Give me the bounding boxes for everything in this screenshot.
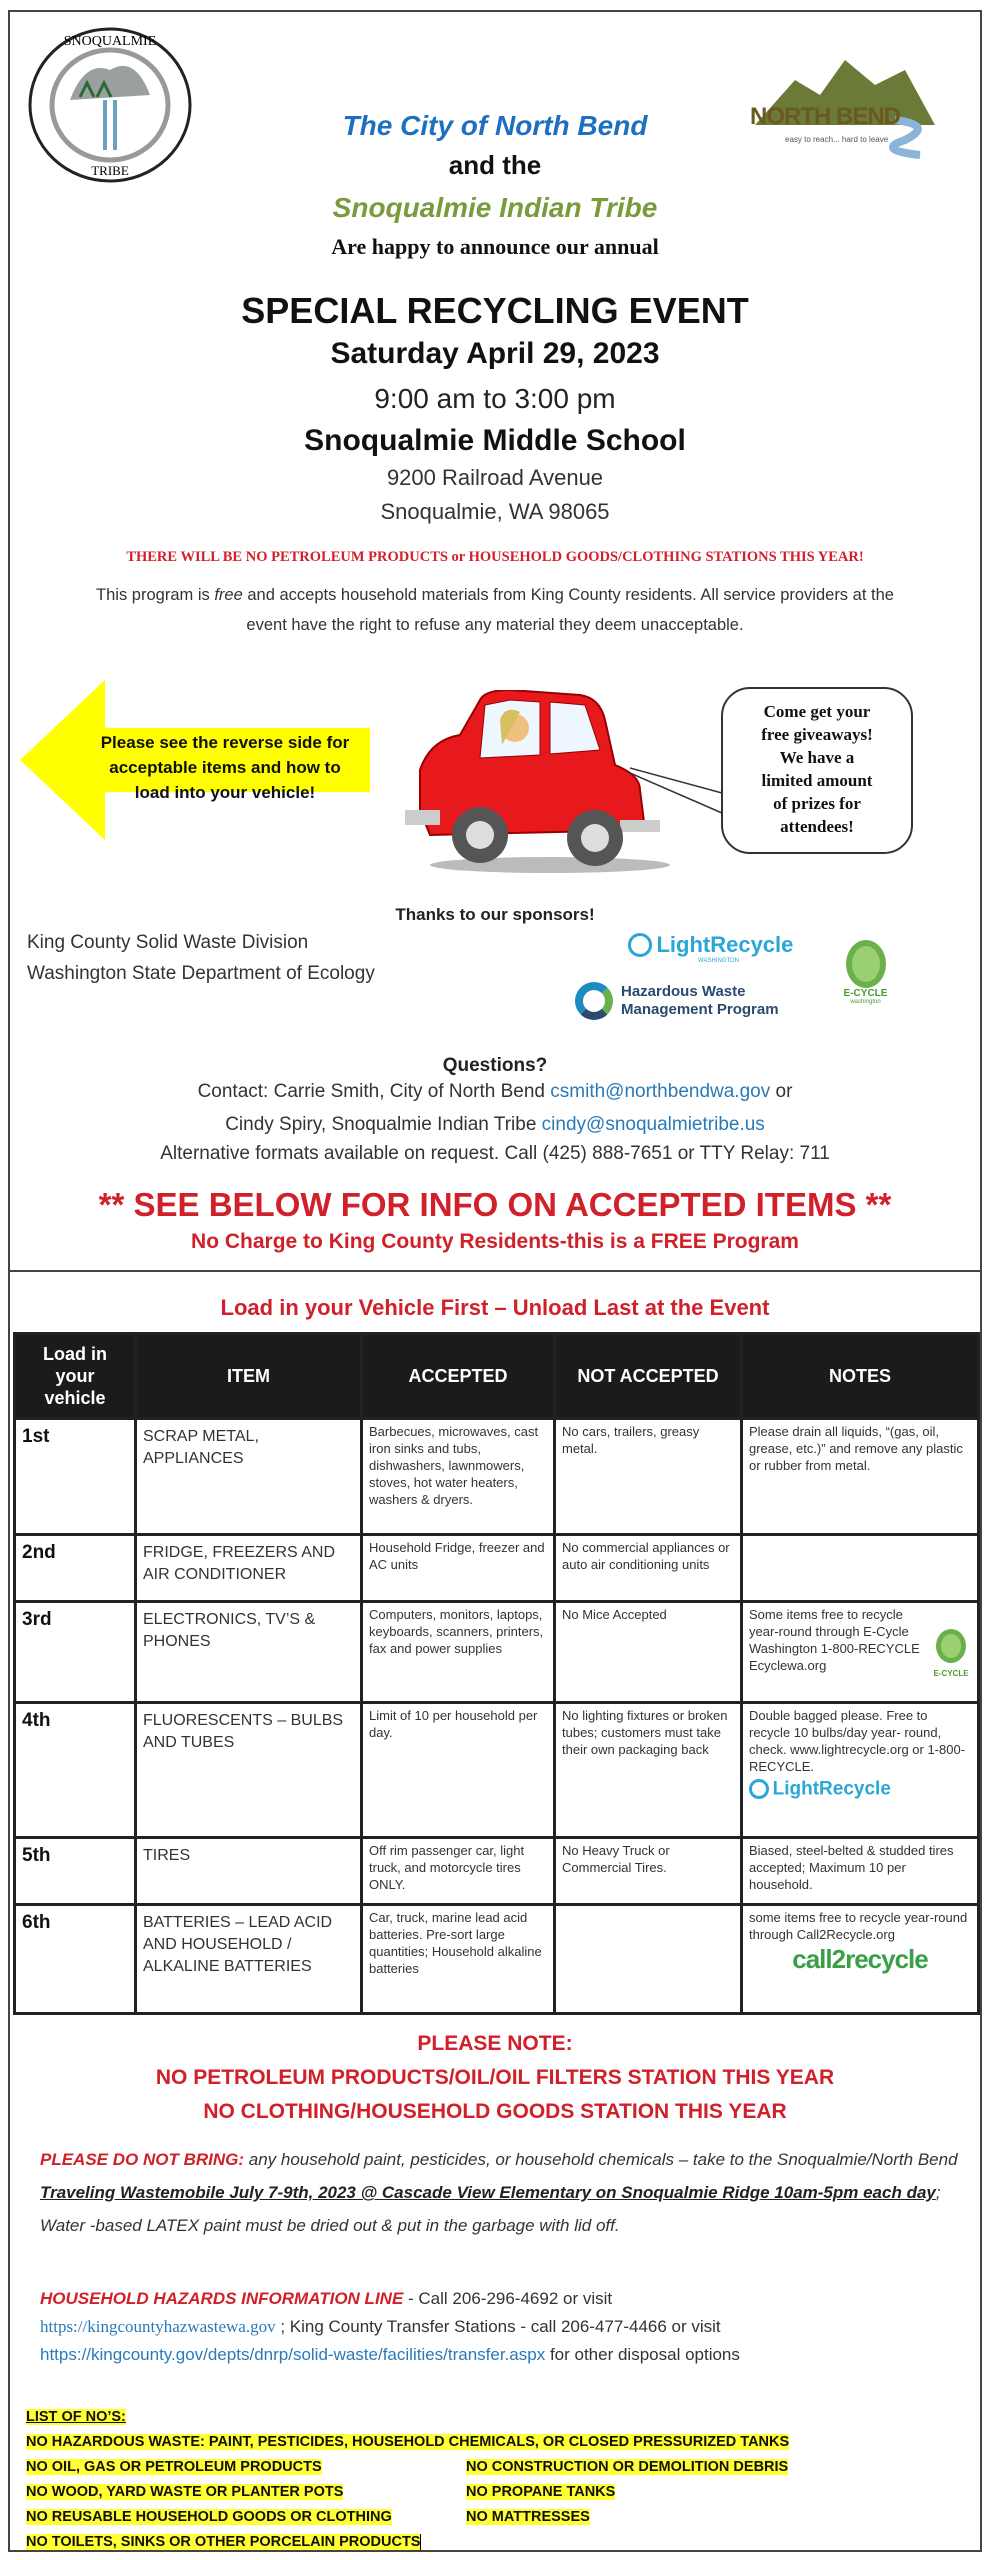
bubble-text-line: free giveaways! (761, 725, 873, 744)
table-row (15, 1419, 979, 1535)
contact-text: Cindy Spiry, Snoqualmie Indian Tribe (225, 1114, 542, 1135)
do-not-bring-text: any household paint, pesticides, or household chemicals – take to the Snoqualmie/North Bend (244, 2150, 958, 2169)
event-venue: Snoqualmie Middle School (304, 424, 686, 457)
cell-load: 3rd (15, 1602, 136, 1703)
column-header-item: ITEM (136, 1334, 362, 1419)
list-of-nos-item: NO HAZARDOUS WASTE: PAINT, PESTICIDES, HOUSEHOLD CHEMICALS, OR CLOSED PRESSURIZED TANKS (26, 2434, 790, 2450)
program-text-line2: event have the right to refuse any material they deem unacceptable. (246, 616, 744, 634)
table-row (15, 1838, 979, 1905)
list-of-nos (26, 2405, 966, 2555)
list-of-nos-item: NO PROPANE TANKS (466, 2484, 616, 2500)
arrow-text-line: load into your vehicle! (134, 783, 316, 802)
do-not-bring-paragraph (40, 2143, 960, 2242)
cell-notes: Please drain all liquids, “(gas, oil, grease, etc.)” and remove any plastic or rubber from metal. (742, 1419, 979, 1535)
notes-text: some items free to recycle year-round through Call2Recycle.org (749, 1910, 968, 1942)
program-description (0, 580, 990, 640)
lightrecycle-logo-sub: WASHINGTON (698, 958, 740, 964)
contact-text: or (770, 1081, 793, 1102)
hazardous-waste-program-logo (575, 980, 815, 1024)
do-not-bring-text-cont: ; Water -based LATEX paint must be dried out & put in the garbage with lid off. (40, 2183, 941, 2235)
cell-not-accepted: No Heavy Truck or Commercial Tires. (555, 1838, 742, 1905)
tribe-logo-top-text: SNOQUALMIE (63, 34, 157, 49)
lightrecycle-logo-small (749, 1779, 971, 1799)
cell-accepted: Barbecues, microwaves, cast iron sinks and tubs, dishwashers, lawnmowers, stoves, hot water heaters, washers & dryers. (362, 1419, 555, 1535)
bubble-text-line: We have a (779, 748, 855, 767)
cell-item: ELECTRONICS, TV’S & PHONES (136, 1602, 362, 1703)
list-of-nos-item: NO OIL, GAS OR PETROLEUM PRODUCTS (26, 2459, 322, 2475)
cell-notes: Biased, steel-belted & studded tires accepted; Maximum 10 per household. (742, 1838, 979, 1905)
north-bend-logo-name: NORTH BEND (750, 103, 900, 130)
event-time: 9:00 am to 3:00 pm (374, 383, 616, 414)
event-address-line1: 9200 Railroad Avenue (386, 465, 604, 490)
cell-accepted: Limit of 10 per household per day. (362, 1703, 555, 1838)
hazards-label: HOUSEHOLD HAZARDS INFORMATION LINE (40, 2289, 404, 2308)
cell-notes (742, 1602, 979, 1703)
cell-not-accepted: No Mice Accepted (555, 1602, 742, 1703)
lightbulb-icon (628, 933, 652, 957)
no-stations-notice: THERE WILL BE NO PETROLEUM PRODUCTS or HOUSEHOLD GOODS/CLOTHING STATIONS THIS YEAR! (126, 549, 864, 565)
cell-notes (742, 1703, 979, 1838)
cell-load: 6th (15, 1905, 136, 2014)
call2recycle-logo: call2recycle (792, 1944, 928, 1974)
cell-accepted: Off rim passenger car, light truck, and motorcycle tires ONLY. (362, 1838, 555, 1905)
hazards-text: ; King County Transfer Stations - call 206-477-4466 or visit (275, 2317, 721, 2336)
giveaway-bubble-text (722, 700, 912, 838)
header-line-city: The City of North Bend (342, 110, 648, 141)
bubble-text-line: Come get your (763, 702, 871, 721)
hazwaste-link[interactable]: https://kingcountyhazwastewa.gov (40, 2317, 276, 2336)
cell-notes (742, 1535, 979, 1602)
program-text-cont: and accepts household materials from King County residents. All service providers at the (242, 586, 894, 604)
cell-not-accepted (555, 1905, 742, 2014)
accepted-items-table (13, 1332, 980, 2015)
cell-accepted: Car, truck, marine lead acid batteries. Pre-sort large quantities; Household alkaline batteries (362, 1905, 555, 2014)
hwmp-logo-text: Management Program (621, 1001, 779, 1018)
hazards-text: - Call 206-296-4692 or visit (403, 2289, 613, 2308)
hwmp-logo-text: Hazardous Waste (621, 983, 746, 1000)
ecycle-logo (838, 940, 893, 1005)
north-bend-logo-tagline: easy to reach... hard to leave (785, 135, 889, 144)
event-address-line2: Snoqualmie, WA 98065 (380, 499, 610, 524)
list-of-nos-item: NO TOILETS, SINKS OR OTHER PORCELAIN PRODUCTS (26, 2534, 421, 2550)
header-line-tribe: Snoqualmie Indian Tribe (332, 192, 658, 223)
program-free: free (214, 586, 243, 604)
event-date: Saturday April 29, 2023 (330, 337, 660, 370)
cell-accepted: Household Fridge, freezer and AC units (362, 1535, 555, 1602)
cell-not-accepted: No commercial appliances or auto air conditioning units (555, 1535, 742, 1602)
please-note-line-2: NO CLOTHING/HOUSEHOLD GOODS STATION THIS YEAR (203, 2100, 787, 2123)
column-header-load: Load in your vehicle (15, 1334, 136, 1419)
bubble-text-line: attendees! (780, 817, 854, 836)
cell-not-accepted: No cars, trailers, greasy metal. (555, 1419, 742, 1535)
cell-load: 5th (15, 1838, 136, 1905)
do-not-bring-label: PLEASE DO NOT BRING: (40, 2150, 245, 2169)
see-below-banner: ** SEE BELOW FOR INFO ON ACCEPTED ITEMS ** (98, 1186, 892, 1223)
program-text: This program is (96, 586, 215, 604)
no-charge-banner: No Charge to King County Residents-this is a FREE Program (191, 1230, 799, 1253)
email-link-cindy[interactable]: cindy@snoqualmietribe.us (541, 1114, 765, 1135)
sponsor-name: King County Solid Waste Division (27, 932, 309, 953)
table-title: Load in your Vehicle First – Unload Last at the Event (220, 1295, 770, 1320)
arrow-callout-text (95, 730, 355, 805)
cell-not-accepted: No lighting fixtures or broken tubes; customers must take their own packaging back (555, 1703, 742, 1838)
cell-load: 4th (15, 1703, 136, 1838)
lightrecycle-logo-text: LightRecycle (772, 1778, 891, 1800)
please-note-line-1: NO PETROLEUM PRODUCTS/OIL/OIL FILTERS STATION THIS YEAR (155, 2066, 835, 2089)
alternative-formats: Alternative formats available on request. Call (425) 888-7651 or TTY Relay: 711 (160, 1143, 830, 1164)
sponsors-heading: Thanks to our sponsors! (395, 905, 595, 924)
event-title: SPECIAL RECYCLING EVENT (241, 290, 749, 331)
notes-text: Some items free to recycle year-round through E-Cycle Washington 1-800-RECYCLE Ecyclewa.org (749, 1607, 920, 1673)
cell-item: SCRAP METAL, APPLIANCES (136, 1419, 362, 1535)
table-header-row (15, 1334, 979, 1419)
ecycle-logo-text: E-CYCLE (843, 988, 888, 999)
table-row (15, 1535, 979, 1602)
ecycle-logo-sub: washington (850, 999, 881, 1005)
list-of-nos-heading: LIST OF NO’S: (26, 2409, 126, 2425)
column-header-accepted: ACCEPTED (362, 1334, 555, 1419)
questions-heading: Questions? (442, 1055, 548, 1076)
column-header-notes: NOTES (742, 1334, 979, 1419)
cell-item: FRIDGE, FREEZERS AND AIR CONDITIONER (136, 1535, 362, 1602)
list-of-nos-item: NO CONSTRUCTION OR DEMOLITION DEBRIS (466, 2459, 789, 2475)
recycle-circle-icon (936, 1629, 966, 1663)
cell-notes (742, 1905, 979, 2014)
table-row (15, 1602, 979, 1703)
cell-load: 2nd (15, 1535, 136, 1602)
hwmp-ring-icon (575, 982, 613, 1020)
lightrecycle-logo-text: LightRecycle (656, 932, 794, 957)
bubble-text-line: limited amount (761, 771, 873, 790)
list-of-nos-item: NO REUSABLE HOUSEHOLD GOODS OR CLOTHING (26, 2509, 392, 2525)
cell-item: BATTERIES – LEAD ACID AND HOUSEHOLD / ALKALINE BATTERIES (136, 1905, 362, 2014)
arrow-text-line: acceptable items and how to (109, 758, 341, 777)
list-of-nos-item: NO MATTRESSES (466, 2509, 590, 2525)
ecycle-logo-small (933, 1629, 969, 1685)
tribe-logo-bottom-text: TRIBE (91, 163, 129, 178)
email-link-csmith[interactable]: csmith@northbendwa.gov (550, 1081, 771, 1102)
cell-item: TIRES (136, 1838, 362, 1905)
recycle-circle-icon (846, 940, 886, 988)
header-line-announce: Are happy to announce our annual (331, 234, 659, 259)
sponsor-name: Washington State Department of Ecology (27, 963, 375, 984)
cell-load: 1st (15, 1419, 136, 1535)
hazards-paragraph (40, 2285, 960, 2369)
notes-text: Double bagged please. Free to recycle 10 bulbs/day year- round, check. www.lightrecycle.org or 1-800-RECYCLE. (749, 1708, 966, 1774)
table-row (15, 1703, 979, 1838)
wastemobile-event: Traveling Wastemobile July 7-9th, 2023 @ Cascade View Elementary on Snoqualmie Ridge 10am-5pm each day (40, 2183, 936, 2202)
hazards-text: for other disposal options (545, 2345, 740, 2364)
arrow-text-line: Please see the reverse side for (100, 733, 350, 752)
lightrecycle-logo (628, 932, 828, 964)
cell-accepted: Computers, monitors, laptops, keyboards, scanners, printers, fax and power supplies (362, 1602, 555, 1703)
ecycle-logo-text: E-CYCLE (933, 1669, 969, 1678)
bubble-text-line: of prizes for (773, 794, 861, 813)
list-of-nos-item: NO WOOD, YARD WASTE OR PLANTER POTS (26, 2484, 344, 2500)
column-header-not-accepted: NOT ACCEPTED (555, 1334, 742, 1419)
table-row (15, 1905, 979, 2014)
lightbulb-icon (749, 1779, 769, 1799)
please-note-heading: PLEASE NOTE: (417, 2032, 573, 2055)
cell-item: FLUORESCENTS – BULBS AND TUBES (136, 1703, 362, 1838)
header-line-and: and the (448, 150, 542, 180)
contact-line-2 (0, 1114, 990, 1136)
contact-line-1 (0, 1081, 990, 1103)
transfer-stations-link[interactable]: https://kingcounty.gov/depts/dnrp/solid-waste/facilities/transfer.aspx (40, 2345, 546, 2364)
contact-text: Contact: Carrie Smith, City of North Bend (197, 1081, 551, 1102)
